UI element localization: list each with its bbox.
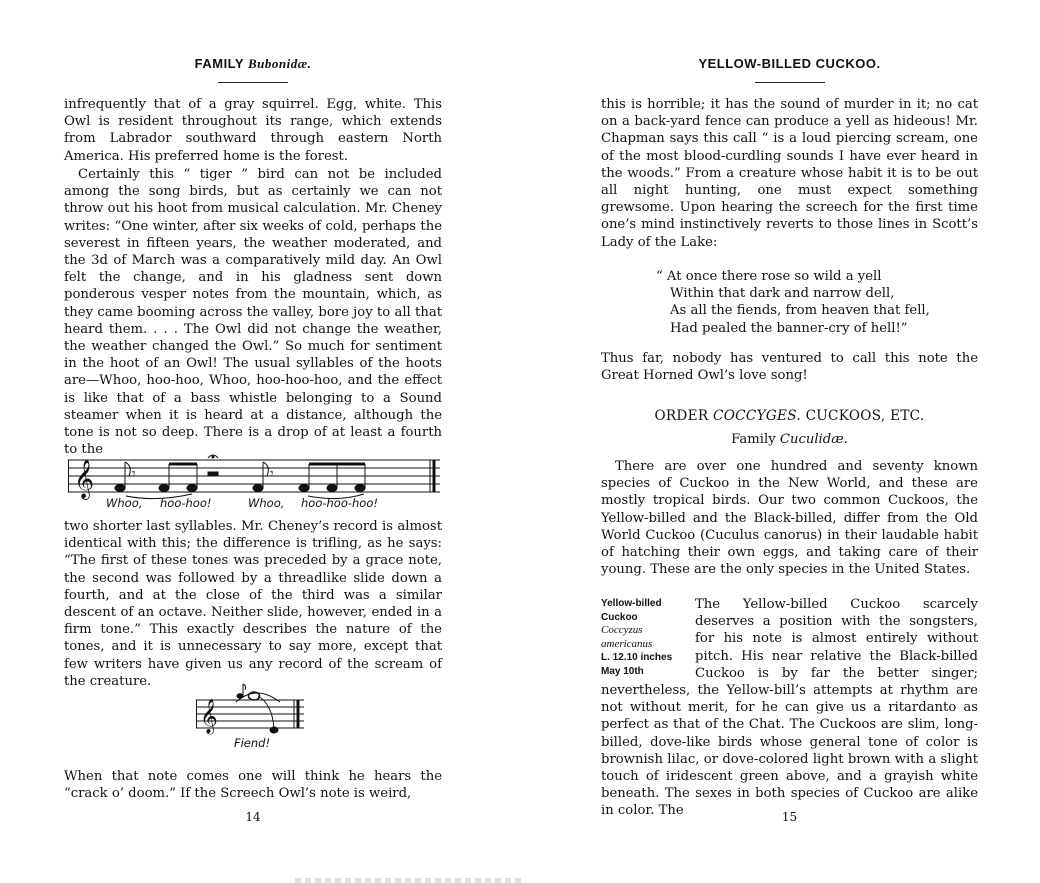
species-date: May 10th — [601, 665, 644, 677]
species-description: The Yellow-billed Cuckoo scarcely deserves a position with the songsters, for his note is almost entirely without pitch. His near relative the Black-billed Cuckoo is by far the better singer; nevertheless, the Yellow-bill’s attempts at rhythm are not without merit, for he can give us a ritardanto as perfect as that of the Chat. The Cuckoos are slim, long-billed, dove-like birds whose general tone of color is brownish lilac, or dove-colored light brown with a slight touch of iridescent green above, and a grayish white beneath. The sexes in both species of Cuckoo are alike in color. The — [601, 597, 978, 819]
lyric: hoo-hoo-hoo! — [301, 496, 378, 510]
paragraph: this is horrible; it has the sound of murder in it; no cat on a back-yard fence can produce a yell as hideous! Mr. Chapman says this call “ is a loud piercing scream, one of the most blood-curdling sounds I have ever heard in the woods.” From a creature whose habit it is to be out all night hunting, one must expect something grewsome. Upon hearing the screech for the first time one’s mind instinctively reverts to those lines in Scott’s Lady of the Lake: — [601, 97, 978, 250]
order-heading: ORDER COCCYGES. CUCKOOS, ETC. — [654, 408, 925, 424]
running-head-right: YELLOW-BILLED CUCKOO. — [698, 56, 881, 71]
poem-quote — [656, 268, 978, 337]
species-latin: Coccyzus americanus — [601, 624, 653, 650]
svg-text:𝄞: 𝄞 — [74, 459, 95, 499]
svg-text:𝄾: 𝄾 — [132, 466, 136, 482]
paragraph: infrequently that of a gray squirrel. Egg, white. This Owl is resident throughout its range, which extends from Labrador southward through eastern North America. His preferred home is the forest. — [64, 97, 442, 164]
lyric: Fiend! — [234, 736, 271, 750]
quote-line: Within that dark and narrow dell, — [670, 286, 895, 302]
page-number: 14 — [245, 810, 261, 824]
scan-artifact — [295, 878, 525, 883]
left-page — [64, 0, 442, 883]
head-rule — [218, 82, 288, 83]
family-heading: Family Cuculidæ. — [731, 432, 848, 447]
paragraph: There are over one hundred and seventy known species of Cuckoo in the New World, and these are mostly tropical birds. Our two common Cuckoos, the Yellow-billed and the Black-billed, differ from the Old World Cuckoo (Cuculus canorus) in their laudable habit of hatching their own eggs, and taking care of their young. These are the only species in the United States. — [601, 459, 978, 578]
species-name: Yellow-billed Cuckoo — [601, 598, 662, 623]
species-length: L. 12.10 inches — [601, 652, 673, 663]
svg-text:𝄞: 𝄞 — [200, 699, 218, 734]
music-staff-scream — [196, 682, 306, 750]
music-staff-hoot — [68, 452, 440, 510]
running-head-left: FAMILY Bubonidæ. — [194, 56, 312, 71]
quote-line: “ At once there rose so wild a yell — [656, 269, 882, 284]
paragraph: Certainly this “ tiger ” bird can not be included among the song birds, but as certainly we can not throw out his hoot from musical calculation. Mr. Cheney writes: “One winter, after six weeks of cold, perhaps the severest in fifteen years, the weather moderated, and the 3d of March was a comparatively mild day. An Owl felt the change, and in his gladness sent down ponderous vesper notes from the mountain, which, as they came booming across the valley, bore joy to all that heard them. . . . The Owl did not change the weather, the weather changed the Owl.” So much for sentiment in the hoot of an Owl! The usual syllables of the hoots are—Whoo, hoo-hoo, Whoo, hoo-hoo-hoo, and the effect is like that of a bass whistle belonging to a Sound steamer when it is heard at a distance, although the tone is not so deep. There is a drop of at least a fourth to the — [64, 167, 442, 458]
quote-line: Had pealed the banner-cry of hell!” — [670, 320, 908, 336]
quote-line: As all the fiends, from heaven that fell, — [670, 303, 930, 319]
page-number: 15 — [781, 810, 798, 824]
head-rule — [755, 82, 825, 83]
right-page — [601, 0, 978, 883]
svg-text:𝄾: 𝄾 — [270, 466, 274, 482]
lyric: hoo-hoo! — [160, 496, 212, 510]
paragraph: When that note comes one will think he hears the “crack o’ doom.” If the Screech Owl’s note is weird, — [64, 769, 442, 802]
lyric: Whoo, — [248, 496, 285, 510]
lyric: Whoo, — [106, 496, 143, 510]
paragraph: two shorter last syllables. Mr. Cheney’s record is almost identical with this; the difference is trifling, as he says: “The first of these tones was preceded by a grace note, the second was followed by a threadlike slide down a fourth, and at the close of the third was a similar descent of an octave. Neither slide, however, ended in a firm tone.” This exactly describes the nature of the tones, and it is unnecessary to say more, except that few writers have given us any record of the scream of the creature. — [64, 519, 442, 689]
paragraph: Thus far, nobody has ventured to call this note the Great Horned Owl’s love song! — [601, 351, 978, 384]
